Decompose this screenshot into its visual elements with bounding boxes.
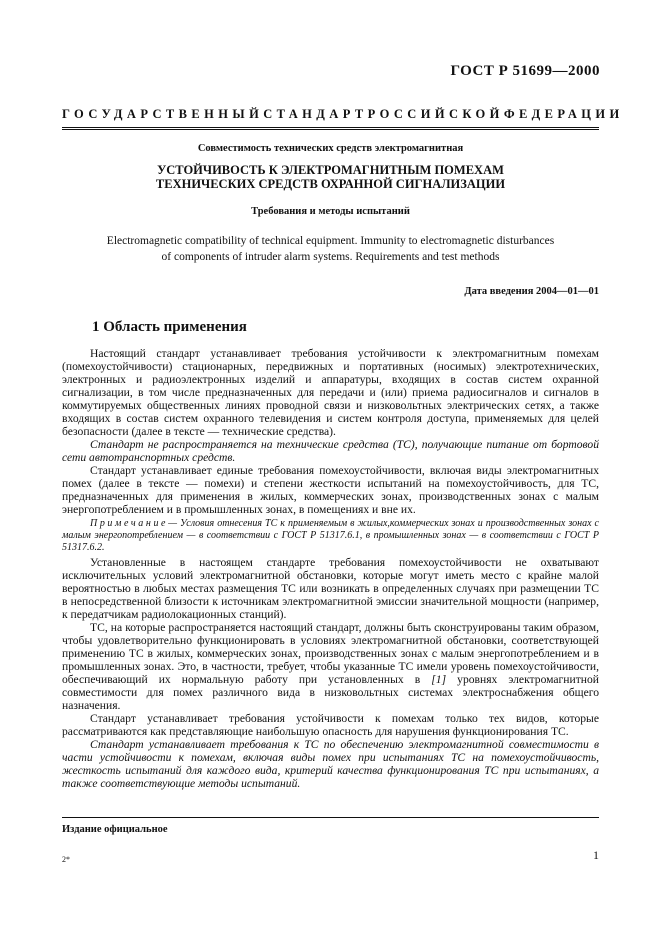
sheet-mark: 2* bbox=[62, 855, 70, 864]
paragraph-requirements: Стандарт устанавливает единые требования помехоустойчивости, включая виды электромагнитных помех (далее в тексте — помехи) и степени жесткости испытаний на помехоустойчивость, для ТС, предназначенных для применения в жилых, коммерческих зонах, производственных зонах с малым энергопотреблением и в промышленных зонах, в помещениях и вне их. bbox=[62, 464, 599, 516]
requirements-subtitle: Требования и методы испытаний bbox=[251, 206, 410, 217]
bibliography-reference[interactable]: [1] bbox=[431, 673, 447, 686]
banner-word-3: РОССИЙСКОЙ bbox=[367, 107, 504, 121]
note-text: — Условия отнесения ТС к применяемым в жилых,коммерческих зонах и производственных зонах с малым энергопотреблением — в соответствии с ГОСТ Р 51317.6.1, в промышленных зонах — в соответствии с ГОСТ Р 51317.6.2. bbox=[62, 518, 599, 553]
standard-subtitle: Совместимость технических средств электромагнитная bbox=[197, 143, 464, 154]
page-number: 1 bbox=[593, 848, 599, 862]
banner-word-2: СТАНДАРТ bbox=[263, 107, 368, 121]
paragraph-exclusion: Стандарт не распространяется на технические средства (ТС), получающие питание от бортовой сети автотранспортных средств. bbox=[62, 438, 599, 464]
design-text-b: уровнях электромагнитной совместимости для помех различного вида в низковольтных системах электроснабжения общего назначения. bbox=[62, 673, 599, 712]
introduction-date: Дата введения 2004—01—01 bbox=[464, 286, 599, 297]
banner-word-1: ГОСУДАРСТВЕННЫЙ bbox=[62, 107, 264, 121]
header-rule-bottom bbox=[62, 129, 599, 130]
english-title bbox=[62, 233, 599, 265]
header-rule-top bbox=[62, 127, 599, 128]
paragraph-disturbance-types: Стандарт устанавливает требования устойчивости к помехам только тех видов, которые рассматриваются как представляющие наибольшую опасность для нарушения функционирования ТС. bbox=[62, 712, 599, 738]
gost-number: ГОСТ Р 51699—2000 bbox=[450, 63, 600, 79]
note-paragraph bbox=[62, 518, 599, 554]
paragraph-design bbox=[62, 621, 599, 712]
state-standard-banner bbox=[62, 107, 624, 122]
banner-word-4: ФЕДЕРАЦИИ bbox=[503, 107, 624, 121]
note-label: Примечание bbox=[90, 518, 169, 529]
design-text-a: ТС, на которые распространяется настоящий стандарт, должны быть сконструированы таким образом, чтобы удовлетворительно функционировать в условиях электромагнитной обстановки, соответствующей применению ТС в жилых, коммерческих зонах, производственных зонах с малым энергопотреблением и в промышленных зонах. Это, в частности, требует, чтобы указанные ТС имели уровень помехоустойчивости, обеспечивающий их нормальную работу при установленных в bbox=[62, 621, 599, 686]
footer-rule bbox=[62, 817, 599, 818]
official-edition-label: Издание официальное bbox=[62, 824, 168, 835]
section-body bbox=[62, 347, 599, 790]
paragraph-emc-requirements: Стандарт устанавливает требования к ТС по обеспечению электромагнитной совместимости в части устойчивости к помехам, включая виды помех при испытаниях ТС на помехоустойчивость, жесткость испытаний для каждого вида, критерий качества функционирования ТС при испытаниях, а также соответствующие методы испытаний. bbox=[62, 738, 599, 790]
paragraph-exceptional-conditions: Установленные в настоящем стандарте требования помехоустойчивости не охватывают исключительных условий электромагнитной обстановки, которые могут иметь место с крайне малой вероятностью в любых местах размещения ТС или возникать в определенных случаях при размещении ТС в непосредственной близости к источникам электромагнитной эмиссии значительной мощности (например, к передатчикам радиолокационных станций). bbox=[62, 556, 599, 621]
main-title-line-2: ТЕХНИЧЕСКИХ СРЕДСТВ ОХРАННОЙ СИГНАЛИЗАЦИИ bbox=[155, 177, 506, 191]
english-title-line-1: Electromagnetic compatibility of technical equipment. Immunity to electromagnetic disturbances bbox=[106, 235, 555, 247]
paragraph-scope: Настоящий стандарт устанавливает требования устойчивости к электромагнитным помехам (помехоустойчивости) стационарных, передвижных и портативных (носимых) электротехнических, электронных и радиоэлектронных изделий и аппаратуры, входящих в состав систем охранной сигнализации, в том числе предназначенных для передачи и (или) приема радиосигналов и сигналов в коммутируемых общественных линиях проводной связи и низковольтных электрических сетях, а также входящих в состав систем охранного телевидения и систем контроля доступа, применяемых для целей безопасности (далее в тексте — технические средства). bbox=[62, 347, 599, 438]
main-title-line-1: УСТОЙЧИВОСТЬ К ЭЛЕКТРОМАГНИТНЫМ ПОМЕХАМ bbox=[157, 163, 504, 177]
section-heading: 1 Область применения bbox=[92, 319, 247, 335]
english-title-line-2: of components of intruder alarm systems. Requirements and test methods bbox=[161, 251, 500, 263]
document-main-title bbox=[62, 163, 599, 191]
